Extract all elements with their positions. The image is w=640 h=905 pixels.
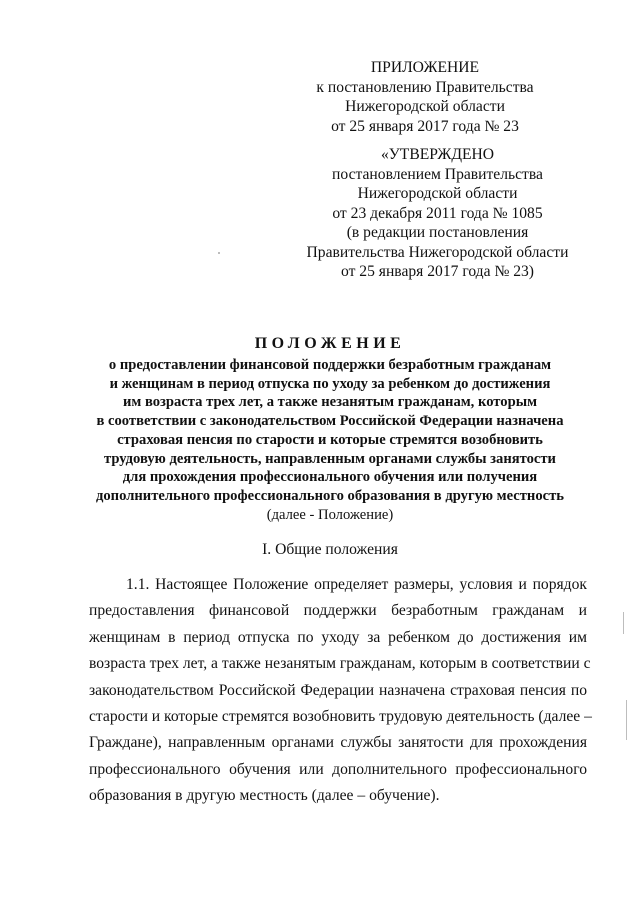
appendix-header xyxy=(300,58,550,136)
approval-stamp-text xyxy=(295,145,580,282)
appendix-line: Нижегородской области xyxy=(345,98,505,115)
appendix-line: ПРИЛОЖЕНИЕ xyxy=(370,59,480,76)
approved-line: от 23 декабря 2011 года № 1085 xyxy=(332,204,543,222)
approved-line: от 25 января 2017 года № 23) xyxy=(340,263,535,280)
title-abbreviation: (далее - Положение) xyxy=(266,506,394,523)
paragraph-line: 1.1. Настоящее Положение определяет размеры, условия и порядок xyxy=(126,576,587,593)
paragraph-line: старости и которые стремятся возобновить трудовую деятельность (далее – xyxy=(89,708,592,726)
title-line: им возраста трех лет, а также незанятым гражданам, которым xyxy=(122,394,538,411)
title-line: о предоставлении финансовой поддержки безработным гражданам xyxy=(108,357,552,373)
scan-mark xyxy=(218,252,220,254)
title-line: и женщинам в период отпуска по уходу за ребенком до достижения xyxy=(109,375,551,392)
appendix-line: к постановлению Правительства xyxy=(316,78,534,96)
appendix-line: от 25 января 2017 года № 23 xyxy=(331,117,519,135)
paragraph-line: возраста трех лет, а также незанятым гражданам, которым в соответствии с xyxy=(89,655,591,673)
title-word: ПОЛОЖЕНИЕ xyxy=(254,335,406,352)
approved-line: Правительства Нижегородской области xyxy=(306,243,569,261)
paragraph-line: предоставления финансовой поддержки безработным гражданам и xyxy=(89,602,587,620)
section-heading: I. Общие положения xyxy=(262,541,398,558)
title-line: трудовую деятельность, направленным органами службы занятости xyxy=(104,450,556,467)
approved-line: (в редакции постановления xyxy=(346,224,529,241)
title-line: дополнительного профессионального образования в другую местность xyxy=(96,487,564,504)
scan-mark xyxy=(623,612,624,634)
paragraph-line: Граждане), направленным органами службы занятости для прохождения xyxy=(89,734,587,752)
scan-mark xyxy=(626,700,627,740)
approved-line: Нижегородской области xyxy=(357,185,518,202)
approved-line: «УТВЕРЖДЕНО xyxy=(380,146,495,163)
paragraph-line: законодательством Российской Федерации назначена страховая пенсия по xyxy=(89,681,587,699)
paragraph-line: женщинам в период отпуска по уходу за ребенком до достижения им xyxy=(89,628,587,646)
paragraph-line: образования в другую местность (далее – обучение). xyxy=(89,787,440,805)
paragraph-1-1 xyxy=(89,572,592,810)
title-line: для прохождения профессионального обучения или получения xyxy=(122,469,538,486)
paragraph-line: профессионального обучения или дополнительного профессионального xyxy=(89,760,587,778)
title-line: страховая пенсия по старости и которые стремятся возобновить xyxy=(117,431,543,448)
approved-line: постановлением Правительства xyxy=(332,165,543,183)
document-title xyxy=(60,334,600,524)
title-line: в соответствии с законодательством Российской Федерации назначена xyxy=(96,413,564,430)
